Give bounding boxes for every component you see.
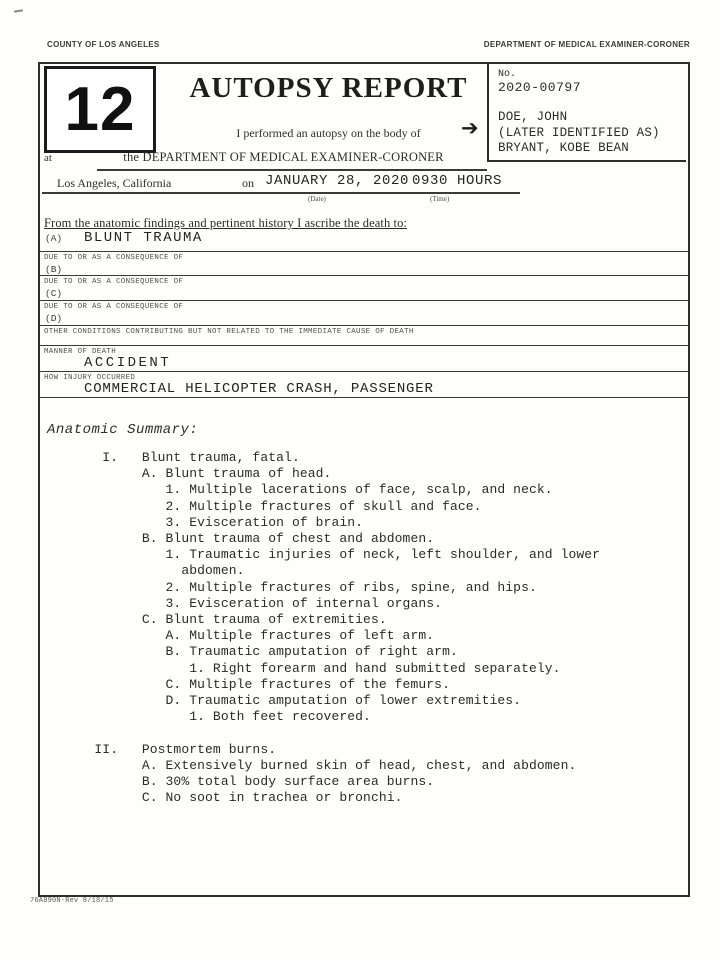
manner-of-death-label: MANNER OF DEATH: [44, 348, 117, 356]
anatomic-summary-line: A. Multiple fractures of left arm.: [47, 628, 435, 644]
autopsy-date: JANUARY 28, 2020: [265, 173, 410, 189]
anatomic-summary-list: [47, 450, 677, 806]
page-number: 12: [64, 74, 136, 144]
case-no-label: No.: [498, 69, 517, 80]
how-injury-rule: [40, 397, 688, 398]
due-to-label-1: DUE TO OR AS A CONSEQUENCE OF: [44, 254, 184, 262]
cause-a-label: (A): [45, 233, 63, 244]
due-to-label-3: DUE TO OR AS A CONSEQUENCE OF: [44, 303, 184, 311]
case-number-box: [487, 64, 686, 162]
anatomic-summary-line: 1. Traumatic injuries of neck, left shoulder, and lower: [47, 547, 601, 563]
anatomic-summary-line: 2. Multiple fractures of skull and face.: [47, 498, 482, 514]
decedent-name-line3: BRYANT, KOBE BEAN: [498, 141, 629, 155]
anatomic-summary-line: 1. Right forearm and hand submitted separately.: [47, 660, 561, 676]
anatomic-summary-line: D. Traumatic amputation of lower extremities.: [47, 693, 522, 709]
anatomic-summary-line: C. Blunt trauma of extremities.: [47, 612, 387, 628]
anatomic-summary-line: 2. Multiple fractures of ribs, spine, and hips.: [47, 579, 537, 595]
performed-statement: I performed an autopsy on the body of: [236, 126, 421, 140]
county-header: COUNTY OF LOS ANGELES: [47, 40, 160, 49]
manner-of-death-rule: [40, 371, 688, 372]
autopsy-time: 0930 HOURS: [412, 173, 503, 189]
anatomic-summary-line: 3. Evisceration of brain.: [47, 514, 364, 530]
scan-artifact-mark: [14, 9, 23, 12]
anatomic-summary-line: II. Postmortem burns.: [47, 741, 277, 757]
anatomic-summary-line: 1. Both feet recovered.: [47, 709, 371, 725]
date-caption: (Date): [308, 195, 326, 203]
anatomic-summary-line: C. Multiple fractures of the femurs.: [47, 676, 450, 692]
decedent-name-line1: DOE, JOHN: [498, 110, 568, 124]
anatomic-summary-line: A. Blunt trauma of head.: [47, 466, 332, 482]
how-injury-value: COMMERCIAL HELICOPTER CRASH, PASSENGER: [84, 381, 434, 397]
cause-d-rule: [40, 325, 688, 326]
at-label: at: [44, 152, 52, 164]
cause-b-rule: [40, 275, 688, 276]
decedent-name-line2: (LATER IDENTIFIED AS): [498, 125, 660, 140]
page-number-box: [44, 66, 156, 153]
cause-d-label: (D): [45, 313, 63, 324]
anatomic-summary-line: abdomen.: [47, 563, 245, 579]
anatomic-summary-line: 1. Multiple lacerations of face, scalp, and neck.: [47, 482, 553, 498]
anatomic-summary-line: C. No soot in trachea or bronchi.: [47, 790, 403, 806]
cause-c-rule: [40, 300, 688, 301]
on-label: on: [242, 176, 254, 190]
case-number: 2020-00797: [498, 80, 582, 95]
department-line: the DEPARTMENT OF MEDICAL EXAMINER-CORONER: [123, 150, 444, 164]
other-conditions-label: OTHER CONDITIONS CONTRIBUTING BUT NOT RELATED TO THE IMMEDIATE CAUSE OF DEATH: [44, 328, 414, 336]
anatomic-summary-line: 3. Evisceration of internal organs.: [47, 595, 443, 611]
ascribe-heading: From the anatomic findings and pertinent history I ascribe the death to:: [44, 216, 408, 230]
anatomic-summary-line: B. Blunt trauma of chest and abdomen.: [47, 531, 435, 547]
autopsy-report-form: [38, 62, 690, 897]
report-title: AUTOPSY REPORT: [189, 72, 468, 104]
form-number-footer: 76A890N-Rev 8/18/15: [30, 897, 114, 905]
other-conditions-rule: [40, 345, 688, 346]
anatomic-summary-line: B. 30% total body surface area burns.: [47, 774, 435, 790]
due-to-label-2: DUE TO OR AS A CONSEQUENCE OF: [44, 278, 184, 286]
anatomic-summary-line: I. Blunt trauma, fatal.: [47, 450, 300, 465]
anatomic-summary-line: [47, 725, 677, 741]
anatomic-summary-heading: Anatomic Summary:: [47, 422, 199, 438]
cause-a-value: BLUNT TRAUMA: [84, 230, 203, 246]
location-text: Los Angeles, California: [57, 176, 172, 190]
department-header: DEPARTMENT OF MEDICAL EXAMINER-CORONER: [483, 40, 690, 49]
how-injury-label: HOW INJURY OCCURRED: [44, 374, 136, 382]
cause-c-label: (C): [45, 288, 63, 299]
decedent-name-block: [498, 110, 686, 157]
cause-b-label: (B): [45, 264, 63, 275]
anatomic-summary-line: A. Extensively burned skin of head, chest, and abdomen.: [47, 757, 577, 773]
anatomic-summary-line: B. Traumatic amputation of right arm.: [47, 644, 458, 660]
manner-of-death-value: ACCIDENT: [84, 355, 172, 371]
right-arrow-icon: ➔: [461, 116, 479, 140]
cause-a-rule: [40, 251, 688, 252]
time-caption: (Time): [430, 195, 450, 203]
